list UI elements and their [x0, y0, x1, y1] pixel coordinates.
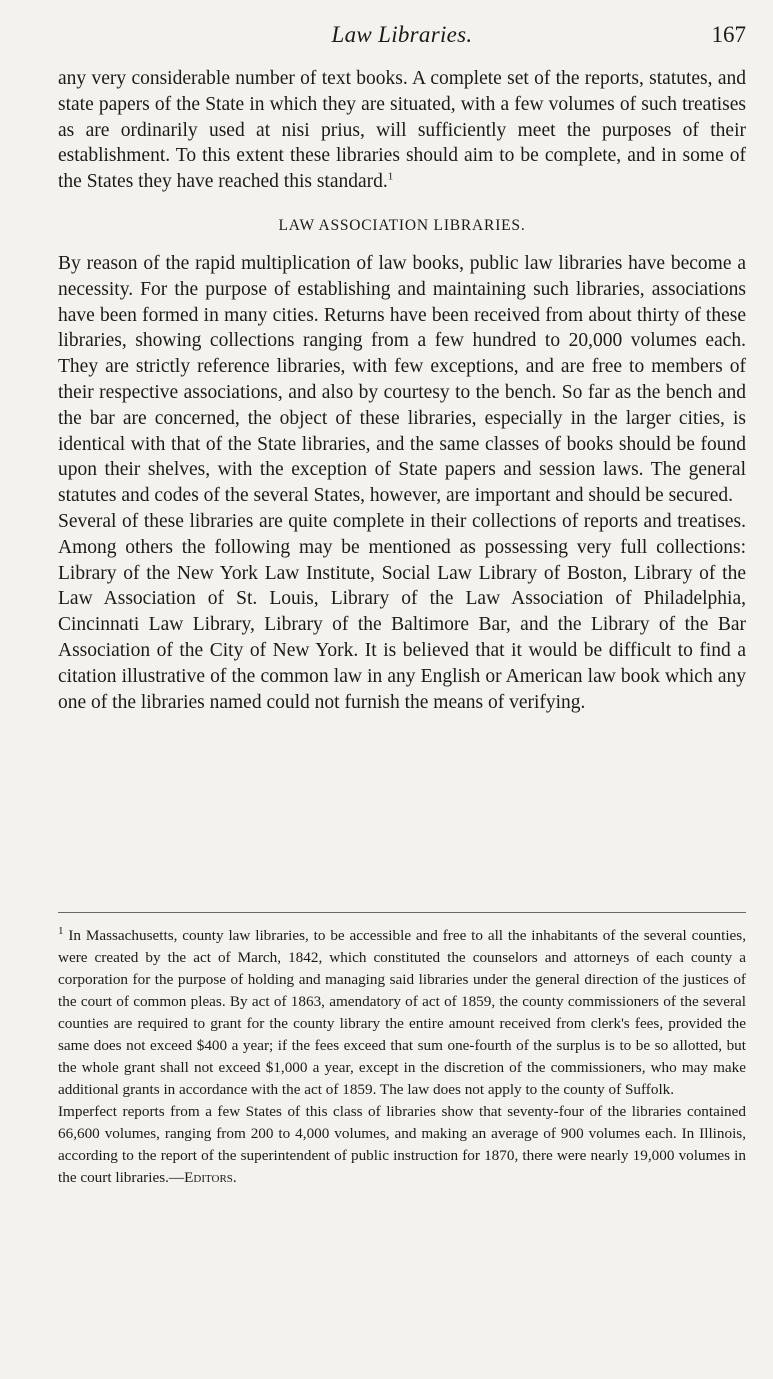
running-title: Law Libraries. — [331, 22, 473, 47]
footnote-marker: 1 — [58, 924, 64, 937]
footnote-signature: Editors. — [184, 1169, 237, 1186]
footnote-continuation — [58, 1101, 746, 1189]
footnote-reference: 1 — [387, 170, 394, 183]
section-heading: LAW ASSOCIATION LIBRARIES. — [278, 216, 526, 234]
paragraph-notable-collections: Several of these libraries are quite complete in their collections of reports and treatises. Among others the following may be mentioned as possessing very full collections: Library of the New York Law Institute, Social Law Library of Boston, Library of the Law Association of St. Louis, Library of the Law Association of Philadelphia, Cincinnati Law Library, Library of the Baltimore Bar, and the Library of the Bar Association of the City of New York. It is believed that it would be difficult to find a citation illustrative of the common law in any English or American law book which any one of the libraries named could not furnish the means of verifying. — [58, 510, 746, 713]
footnote-text-imperfect-reports: Imperfect reports from a few States of this class of libraries show that seventy-four of the libraries contained 66,600 volumes, ranging from 200 to 4,000 volumes, and making an average of 900 volumes each. In Illinois, according to the report of the superintendent of public instruction for 1870, there were nearly 19,000 volumes in the court libraries.— — [58, 1103, 746, 1186]
footnote-divider — [58, 912, 746, 913]
main-text — [58, 66, 746, 715]
footnote-text-massachusetts: In Massachusetts, county law libraries, to be accessible and free to all the inhabitants of the several counties, were created by the act of March, 1842, which constituted the counselors and attorneys of each county a corporation for the purpose of holding and managing said libraries under the general direction of the justices of the court of common pleas. By act of 1863, amendatory of act of 1859, the county commissioners of the several counties are required to grant for the county library the entire amount received from clerk's fees, provided the same does not exceed $400 a year; if the fees exceed that sum one-fourth of the surplus is to be so allotted, but the whole grant shall not exceed $1,000 a year, except in the discretion of the commissioners, who may make additional grants in accordance with the act of 1859. The law does not apply to the county of Suffolk. — [58, 927, 746, 1098]
intro-paragraph-text: any very considerable number of text books. A complete set of the reports, statutes, and state papers of the State in which they are situated, with a few volumes of such treatises as are ordinarily used at nisi prius, will sufficiently meet the purposes of their establishment. To this extent these libraries should aim to be complete, and in some of the States they have reached this standard. — [58, 68, 746, 193]
page-number: 167 — [711, 22, 746, 47]
footnote-1 — [58, 925, 746, 1101]
paragraph-law-association-libraries: By reason of the rapid multiplication of law books, public law libraries have become a necessity. For the purpose of establishing and maintaining such libraries, associations have been formed in many cities. Returns have been received from about thirty of these libraries, showing collections ranging from a few hundred to 20,000 volumes each. They are strictly reference libraries, with few exceptions, and are free to members of their respective associations, and also by courtesy to the bench. So far as the bench and the bar are concerned, the object of these libraries, especially in the larger cities, is identical with that of the State libraries, and the same classes of books should be found upon their shelves, with the exception of State papers and session laws. The general statutes and codes of the several States, however, are important and should be secured. — [58, 252, 746, 507]
intro-paragraph — [58, 66, 746, 195]
running-head — [58, 22, 746, 48]
footnotes — [58, 925, 746, 1189]
